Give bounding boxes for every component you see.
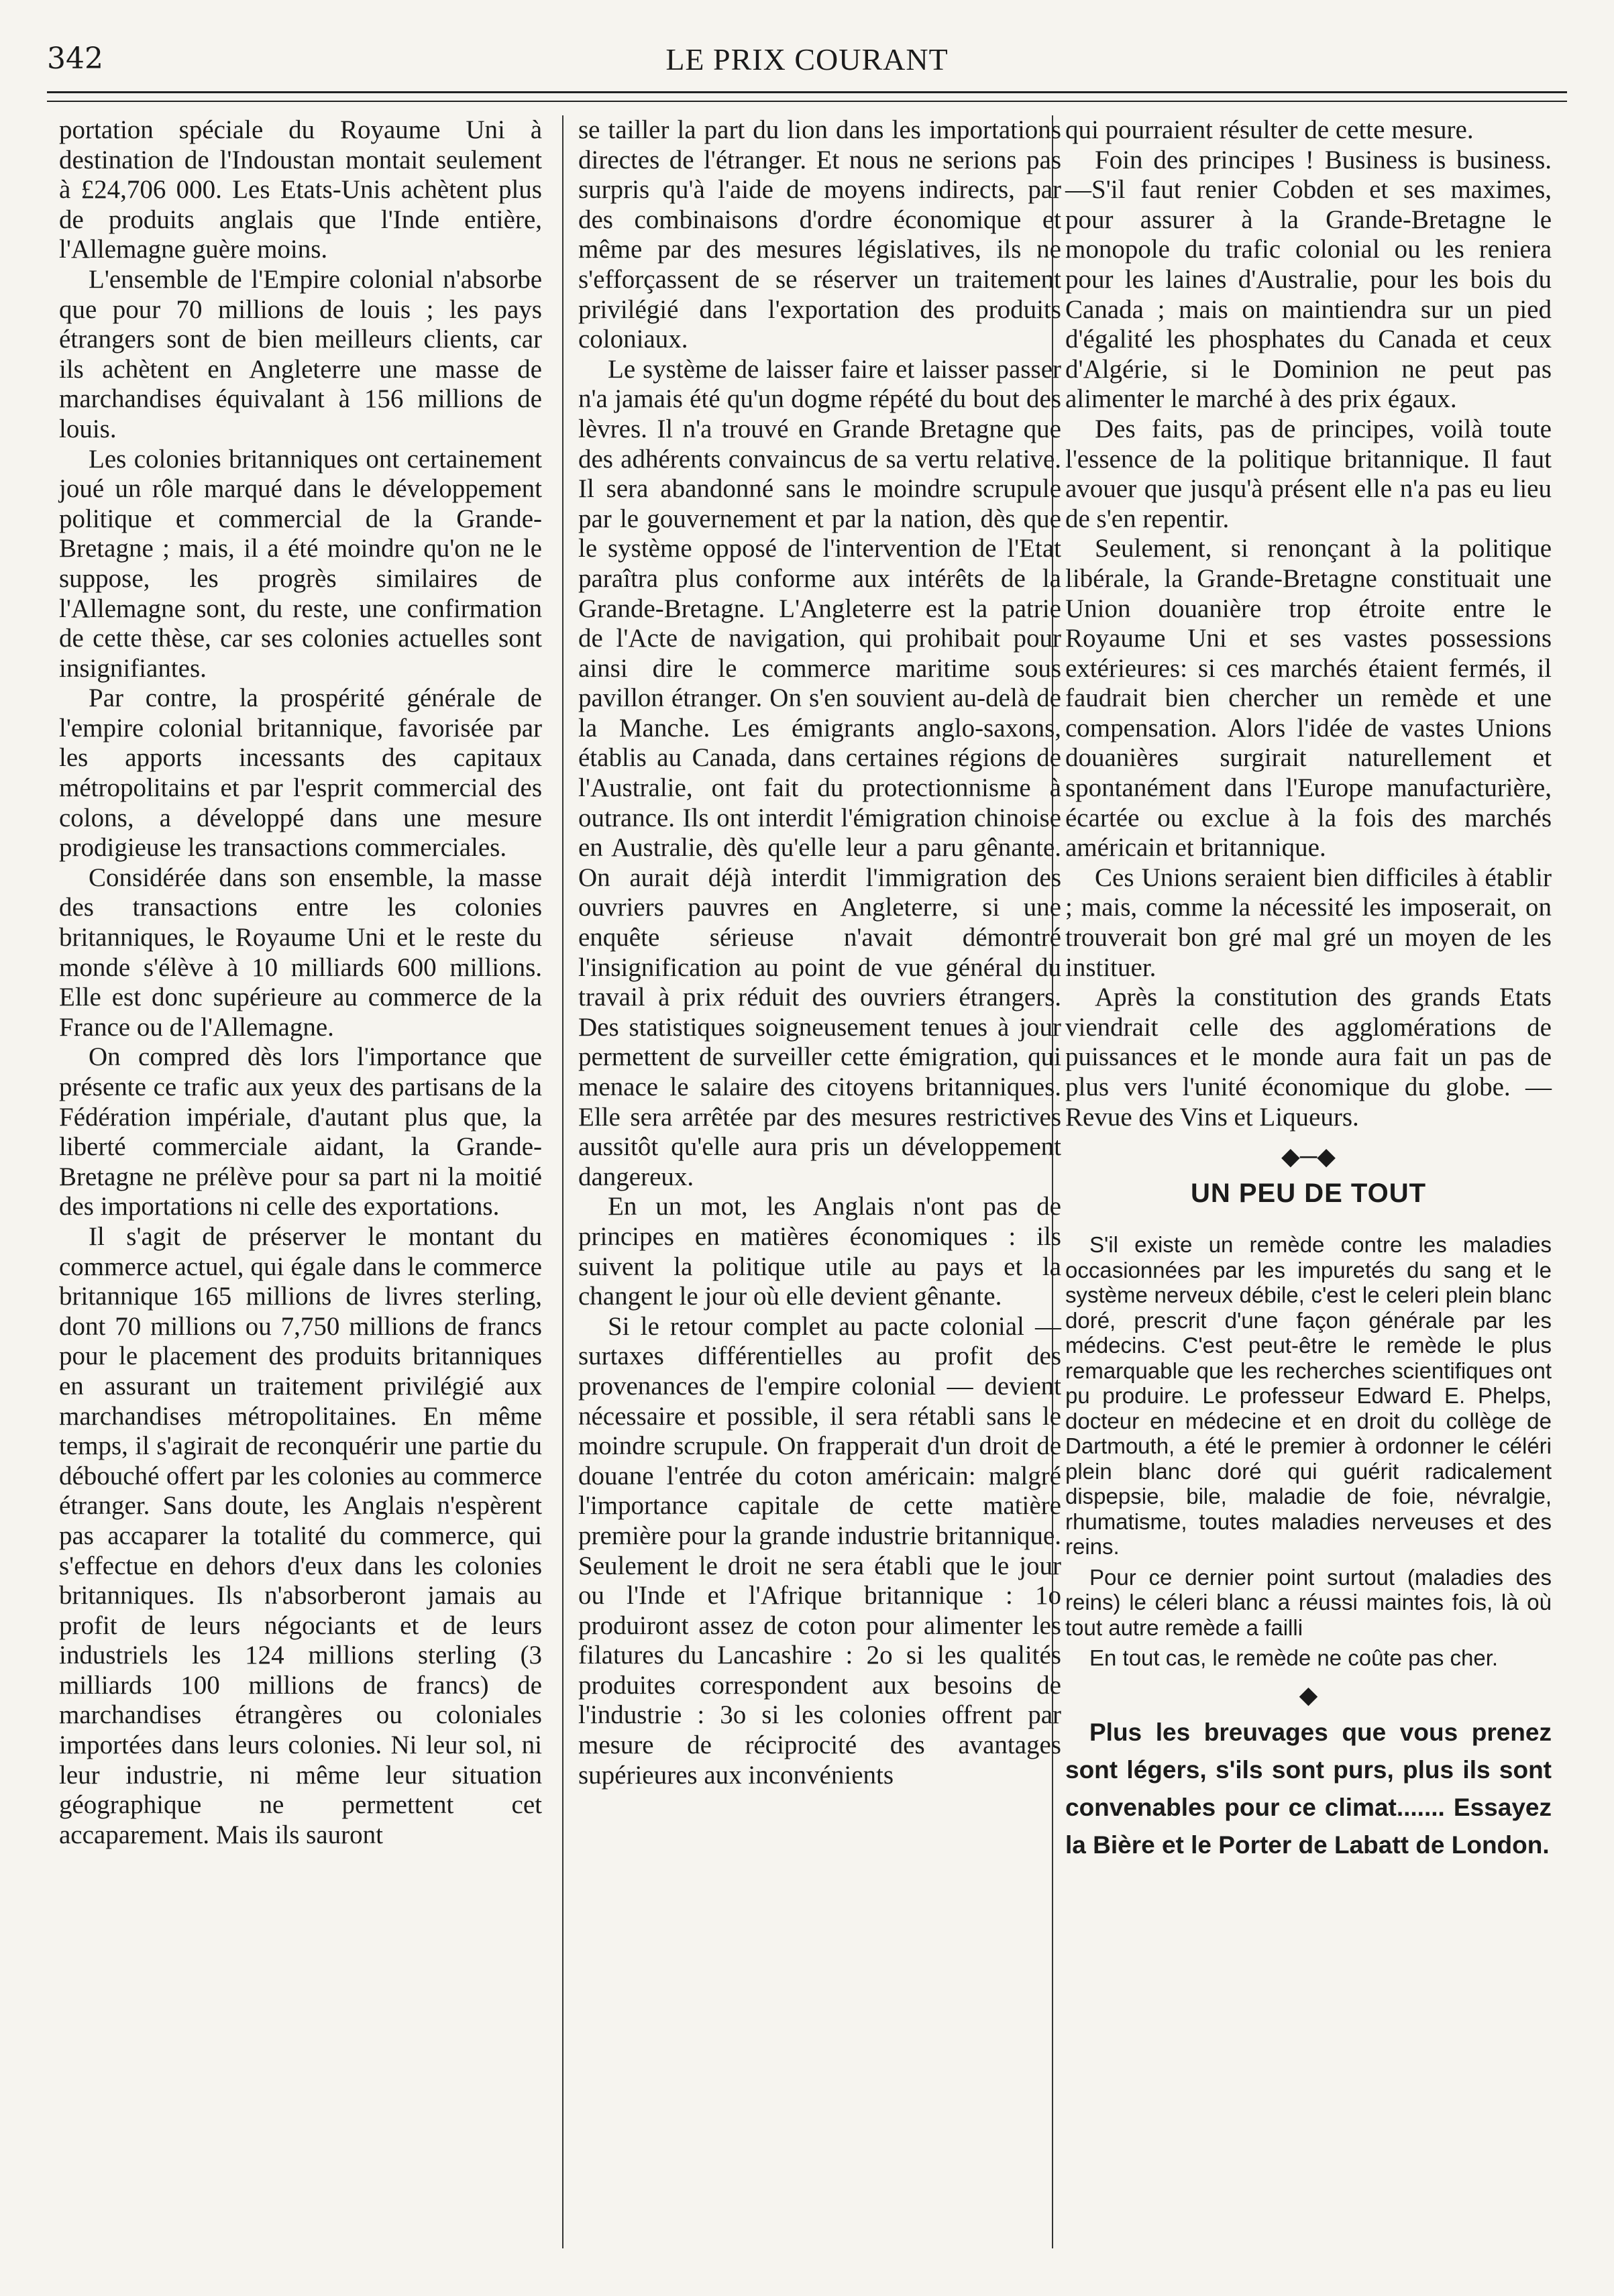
small-print-section: [1065, 1232, 1552, 1671]
paragraph: Seulement, si renonçant à la politique libérale, la Grande-Bretagne constituait une Union douanière trop étroite entre le Royaume Uni et ses vastes possessions extérieures: si ces marchés étaient fermés, il faudrait bien chercher un remède et une compensation. Alors l'idée de vastes Unions douanières surgirait naturellement et spontanément dans l'Europe manufacturière, écartée ou exclue à la fois des marchés américain et britannique.: [1065, 534, 1552, 863]
column-3: [1065, 115, 1552, 1864]
paragraph: En tout cas, le remède ne coûte pas cher.: [1089, 1645, 1499, 1671]
paragraph: Des faits, pas de principes, voilà toute l'essence de la politique britannique. Il faut avouer que jusqu'à présent elle n'a pas eu lieu de s'en repentir.: [1065, 414, 1552, 533]
ornament-divider-icon: ◆─◆: [1281, 1143, 1336, 1170]
column-2: [578, 115, 1061, 1790]
paragraph: S'il existe un remède contre les maladies occasionnées par les impuretés du sang et le système nerveux débile, c'est le celeri plein blanc doré, prescrit d'une façon générale par les médecins. C'est peut-être le remède le plus remarquable que les recherches scientifiques ont pu produire. Le professeur Edward E. Phelps, docteur en médecine et en droit du collège de Dartmouth, a été le premier à ordonner le céléri plein blanc doré qui guérit radicalement dispepsie, bile, maladie de foie, névralgie, rhumatisme, toutes maladies nerveuses et des reins.: [1065, 1232, 1552, 1560]
ad-text: Plus les breuvages que vous prenez sont légers, s'ils sont purs, plus ils sont convenables pour ce climat....... Essayez la Bière et le Porter de Labatt de London.: [1065, 1718, 1552, 1859]
paragraph: se tailler la part du lion dans les importations directes de l'étranger. Et nous ne serions pas surpris qu'à l'aide de moyens indirects, par des combinaisons d'ordre économique et même par des mesures législatives, ils ne s'efforçassent de se réserver un traitement privilégié dans l'exportation des produits coloniaux.: [578, 115, 1061, 354]
advertisement: [1065, 1714, 1552, 1864]
paragraph: qui pourraient résulter de cette mesure.: [1065, 115, 1474, 144]
paragraph: Après la constitution des grands Etats viendrait celle des agglomérations de puissances et le monde aura fait un pas de plus vers l'unité économique du globe. — Revue des Vins et Liqueurs.: [1065, 983, 1552, 1132]
paragraph: Le système de laisser faire et laisser passer n'a jamais été qu'un dogme répété du bout des lèvres. Il n'a trouvé en Grande Bretagne que des adhérents convaincus de sa vertu relative. Il sera abandonné sans le moindre scrupule par le gouvernement et par la nation, dès que le système opposé de l'intervention de l'Etat paraîtra plus conforme aux intérêts de la Grande-Bretagne. L'Angleterre est la patrie de l'Acte de navigation, qui prohibait pour ainsi dire le commerce maritime sous pavillon étranger. On s'en souvient au-delà de la Manche. Les émigrants anglo-saxons, établis au Canada, dans certaines régions de l'Australie, ont fait du protectionnisme à outrance. Ils ont interdit l'émigration chinoise en Australie, dès qu'elle leur a paru gênante. On aurait déjà interdit l'immigration des ouvriers pauvres en Angleterre, si une enquête sérieuse n'avait démontré l'insignification au point de vue général du travail à prix réduit des ouvriers étrangers. Des statistiques soigneusement tenues à jour permettent de surveiller cette émigration, qui menace le salaire des citoyens britanniques. Elle sera arrêtée par des mesures restrictives aussitôt qu'elle aura pris un développement dangereux.: [578, 354, 1061, 1191]
paragraph: Foin des principes ! Business is business.—S'il faut renier Cobden et ses maximes, pour assurer à la Grande-Bretagne le monopole du trafic colonial ou les reniera pour les laines d'Australie, pour les bois du Canada ; mais on maintiendra sur un pied d'égalité les phosphates du Canada et ceux d'Algérie, si le Dominion ne peut pas alimenter le marché à des prix égaux.: [1065, 145, 1552, 414]
column-divider-1: [562, 115, 563, 2248]
paragraph: portation spéciale du Royaume Uni à destination de l'Indoustan montait seulement à £24,706 000. Les Etats-Unis achètent plus de produits anglais que l'Inde entière, l'Allemagne guère moins.: [59, 115, 542, 264]
paragraph: Pour ce dernier point surtout (maladies des reins) le céleri blanc a réussi maintes fois, là où tout autre remède a failli: [1065, 1564, 1552, 1640]
section-title: UN PEU DE TOUT: [1190, 1178, 1427, 1208]
page-title: LE PRIX COURANT: [665, 42, 949, 76]
paragraph: On compred dès lors l'importance que présente ce trafic aux yeux des partisans de la Fédération impériale, d'autant plus que, la liberté commerciale aidant, la Grande-Bretagne ne prélève pour sa part ni la moitié des importations ni celle des exportations.: [59, 1042, 542, 1221]
paragraph: Si le retour complet au pacte colonial — surtaxes différentielles au profit des provenances de l'empire colonial — devient nécessaire et possible, il sera rétabli sans le moindre scrupule. On frapperait d'un droit de douane l'entrée du coton américain: malgré l'importance capitale de cette matière première pour la grande industrie britannique. Seulement le droit ne sera établi que le jour ou l'Inde et l'Afrique britannique : 1o produiront assez de coton pour alimenter les filatures du Lancashire : 2o si les qualités produites correspondent aux besoins de l'industrie : 3o si les colonies offrent par mesure de réciprocité des avantages supérieures aux inconvénients: [578, 1311, 1061, 1790]
header-rule: [47, 91, 1567, 93]
paragraph: Par contre, la prospérité générale de l'empire colonial britannique, favorisée par les apports incessants des capitaux métropolitains et par l'esprit commercial des colons, a développé dans une mesure prodigieuse les transactions commerciales.: [59, 684, 542, 863]
header-rule-thin: [47, 101, 1567, 102]
paragraph: L'ensemble de l'Empire colonial n'absorbe que pour 70 millions de louis ; les pays étrangers sont de bien meilleurs clients, car ils achètent en Angleterre une masse de marchandises équivalant à 156 millions de louis.: [59, 264, 542, 443]
paragraph: Considérée dans son ensemble, la masse des transactions entre les colonies britanniques, le Royaume Uni et le reste du monde s'élève à 10 milliards 600 millions. Elle est donc supérieure au commerce de la France ou de l'Allemagne.: [59, 863, 542, 1042]
paragraph: Il s'agit de préserver le montant du commerce actuel, qui égale dans le commerce britannique 165 millions de livres sterling, dont 70 millions ou 7,750 millions de francs pour le placement des produits britanniques en assurant un traitement privilégié aux marchandises métropolitaines. En même temps, il s'agirait de reconquérir une partie du débouché offert par les colonies au commerce étranger. Sans doute, les Anglais n'espèrent pas accaparer la totalité du commerce, qui s'effectue en dehors d'eux dans les colonies britanniques. Ils n'absorberont jamais au profit de leurs négociants et de leurs industriels les 124 millions sterling (3 milliards 100 millions de francs) de marchandises étrangères ou coloniales importées dans leurs colonies. Ni leur sol, ni leur industrie, ni même leur situation géographique ne permettent cet accaparement. Mais ils sauront: [59, 1221, 542, 1849]
page-number: 342: [47, 42, 103, 76]
ornament-divider-icon: ◆: [1299, 1681, 1318, 1708]
paragraph: En un mot, les Anglais n'ont pas de principes en matières économiques : ils suivent la politique utile au pays et la changent le jour où elle devient gênante.: [578, 1192, 1061, 1311]
column-1: [59, 115, 542, 1850]
paragraph: Ces Unions seraient bien difficiles à établir ; mais, comme la nécessité les imposerait, on trouverait bon gré mal gré un moyen de les instituer.: [1065, 863, 1552, 982]
paragraph: Les colonies britanniques ont certainement joué un rôle marqué dans le développement politique et commercial de la Grande-Bretagne ; mais, il a été moindre qu'on ne le suppose, les progrès similaires de l'Allemagne sont, du reste, une confirmation de cette thèse, car ses colonies actuelles sont insignifiantes.: [59, 444, 542, 683]
